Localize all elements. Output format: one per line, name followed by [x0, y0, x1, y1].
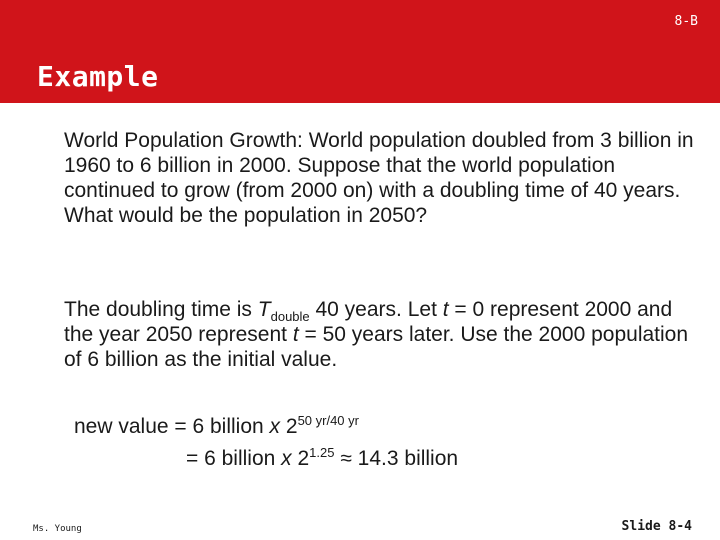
solution-paragraph — [64, 297, 694, 372]
formula2-exponent: 1.25 — [309, 445, 335, 460]
formula2-text: = 6 billion — [186, 447, 282, 470]
solution-text-2: 40 years. Let — [309, 298, 443, 321]
formula-line-2 — [186, 446, 458, 471]
slide-number: Slide 8-4 — [621, 519, 692, 534]
variable-T: T — [257, 298, 271, 321]
section-code: 8-B — [674, 14, 698, 29]
formula2-base: 2 — [291, 447, 310, 470]
problem-statement: World Population Growth: World population doubled from 3 billion in 1960 to 6 billion in 2000. Suppose that the world population continued to grow (from 2000 on) with a doubling time of 40 years. What would be the population in 2050? — [64, 129, 694, 227]
variable-t-2: t — [292, 323, 299, 346]
formula1-base: 2 — [280, 415, 298, 438]
formula-line-1 — [74, 414, 359, 439]
formula1-exponent: 50 yr/40 yr — [297, 413, 359, 428]
formula2-result: ≈ 14.3 billion — [334, 447, 459, 470]
slide-header — [0, 0, 720, 103]
author-footer: Ms. Young — [33, 524, 82, 534]
slide-title: Example — [37, 60, 159, 93]
formula1-text: new value = 6 billion — [74, 415, 270, 438]
formula2-times: x — [281, 447, 292, 470]
formula1-times: x — [269, 415, 281, 438]
solution-text-3: = 0 represent 2000 and the year 2050 represent — [64, 298, 673, 346]
subscript-double: double — [270, 309, 310, 324]
solution-text-1: The doubling time is — [64, 298, 258, 321]
variable-t-1: t — [442, 298, 449, 321]
solution-text-4: = 50 years later. Use the 2000 population of 6 billion as the initial value. — [64, 323, 689, 371]
